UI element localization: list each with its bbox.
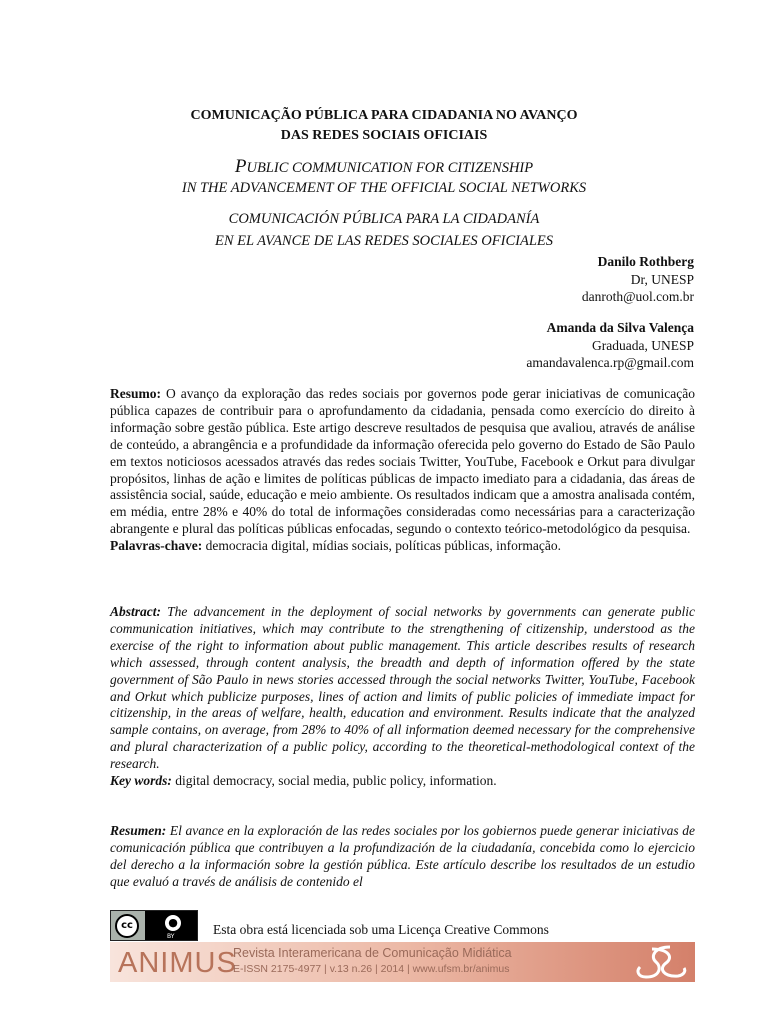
abstract-text: The advancement in the deployment of social networks by governments can generate public communication initiatives, which may contribute to the strengthening of citizenship, understood as the exercise of the right to information about public management. This article describes results of research which assessed, through content analysis, the breadth and depth of information offered by the state government of São Paulo in news stories accessed through the social networks Twitter, YouTube, Facebook and Orkut which publicize purposes, lines of action and limits of public policies of immediate impact for citizenship, in the areas of welfare, health, education and environment. Results indicate that the analyzed sample contains, on average, from 28% to 40% of all information deemed necessary for the comprehensive and plural characterization of a public policy, according to the theoretical-methodological context of the research. [110,604,695,772]
title-pt-line2: DAS REDES SOCIAIS OFICIAIS [280,128,488,143]
title-en-initial: P [234,156,247,177]
resumen-label: Resumen: [110,823,167,838]
author-name: Danilo Rothberg [597,254,694,269]
author-name: Amanda da Silva Valença [546,320,694,335]
author-block-1 [582,253,694,306]
resumo-paragraph [110,386,695,538]
key-words-text: digital democracy, social media, public policy, information. [171,773,497,789]
title-es-line1: COMUNICACIÓN PÚBLICA PARA LA CIDADANÍA [228,211,540,227]
key-words-label: Key words: [110,773,172,789]
title-portuguese [150,106,618,146]
resumo-label: Resumo: [110,386,161,401]
resumen-text: El avance en la exploración de las redes sociales por los gobiernos puede generar iniciativas de comunicación pública que contribuyen a la profundización de la ciudadanía, concebida como lo ejercicio del derecho a la información sobre la gestión pública. Este artículo describe los resultados de un estudio que evaluó a través de análisis de contenido el [110,823,695,889]
author-block-2 [526,319,694,372]
journal-name: Revista Interamericana de Comunicação Midiática [233,946,512,960]
author-email[interactable]: amandavalenca.rp@gmail.com [526,355,694,370]
palavras-chave-label: Palavras-chave: [110,538,203,554]
cc-icon: cc [115,914,139,938]
key-words [110,773,695,790]
cc-by-icon[interactable] [110,910,198,941]
author-affiliation: Graduada, UNESP [592,337,694,353]
resumen-section [110,823,695,891]
abstract-paragraph [110,604,695,773]
title-pt-line1: COMUNICAÇÃO PÚBLICA PARA CIDADANIA NO AVANÇO [190,108,578,123]
resumen-paragraph [110,823,695,891]
journal-banner [110,942,695,982]
author-affiliation: Dr, UNESP [630,271,694,287]
title-es-line2: EN EL AVANCE DE LAS REDES SOCIALES OFICIALES [214,233,553,249]
title-en-line1-rest: UBLIC COMMUNICATION FOR CITIZENSHIP [246,160,534,176]
journal-issn: E-ISSN 2175-4977 | v.13 n.26 | 2014 | www.ufsm.br/animus [233,963,510,975]
title-en-line1 [110,157,658,178]
resumo-section [110,386,695,555]
palavras-chave-text: democracia digital, mídias sociais, políticas públicas, informação. [202,538,561,554]
title-english [110,157,658,198]
abstract-section [110,604,695,790]
title-spanish [110,208,658,252]
license-text: Esta obra está licenciada sob uma Licença Creative Commons [213,922,549,937]
by-label: BY [167,933,175,940]
attribution-icon: ● [163,913,183,933]
palavras-chave [110,538,695,555]
resumo-text: O avanço da exploração das redes sociais por governos pode gerar iniciativas de comunicação pública capazes de contribuir para o aprofundamento da cidadania, pensada como exercício do direito à informação sobre gestão pública. Este artigo descreve resultados de pesquisa que avaliou, através de análise de conteúdo, a abrangência e a profundidade da informação oferecida pelo governo do Estado de São Paulo em textos noticiosos acessados através das redes sociais Twitter, YouTube, Facebook e Orkut para divulgar propósitos, linhas de ação e limites de políticas públicas de impacto imediato para a cidadania, das áreas de assistência social, saúde, educação e meio ambiente. Os resultados indicam que a amostra analisada contém, em média, entre 28% e 40% do total de informações consideradas como necessárias para a caracterização abrangente e plural das políticas públicas enfocadas, segundo o contexto teórico-metodológico da pesquisa. [110,386,695,537]
abstract-label: Abstract: [110,604,162,619]
journal-brand: ANIMUS [118,947,237,979]
license-row [110,910,695,940]
title-en-line2: IN THE ADVANCEMENT OF THE OFFICIAL SOCIAL NETWORKS [181,180,587,196]
animus-logo-icon [630,943,690,981]
author-email[interactable]: danroth@uol.com.br [581,289,694,304]
